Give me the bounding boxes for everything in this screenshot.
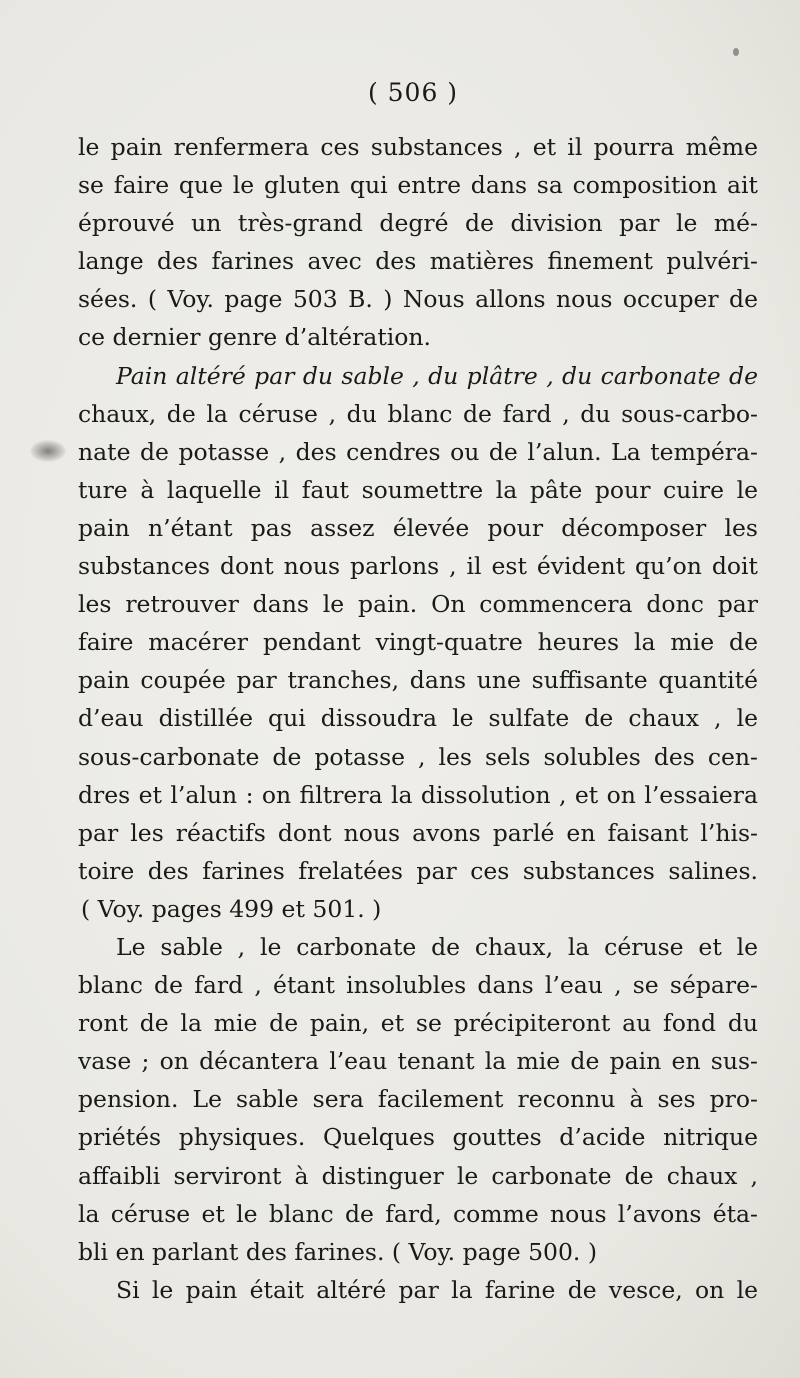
text-line: blanc de fard , étant insolubles dans l’eau , se sépare- [78, 971, 758, 1000]
text-line: pension. Le sable sera facilement reconnu à ses pro- [78, 1085, 758, 1114]
text-line: sous-carbonate de potasse , les sels solubles des cen- [78, 742, 758, 771]
text-line: dres et l’alun : on filtrera la dissolution , et on l’essaiera [78, 780, 758, 809]
text-line: faire macérer pendant vingt-quatre heures la mie de [78, 628, 758, 657]
text-line: lange des farines avec des matières finement pulvéri- [78, 247, 758, 276]
text-line: Si le pain était altéré par la farine de vesce, on le [116, 1275, 758, 1304]
text-line: vase ; on décantera l’eau tenant la mie de pain en sus- [78, 1047, 758, 1076]
text-line: affaibli serviront à distinguer le carbonate de chaux , [78, 1161, 758, 1190]
text-line: Pain altéré par du sable , du plâtre , du carbonate de [116, 361, 758, 390]
text-line: substances dont nous parlons , il est évident qu’on doit [78, 552, 758, 581]
text-line: pain coupée par tranches, dans une suffisante quantité [78, 666, 758, 695]
text-line: bli en parlant des farines. ( Voy. page 500. ) [78, 1237, 598, 1266]
text-line: chaux, de la céruse , du blanc de fard , du sous-carbo- [78, 399, 758, 428]
text-line: toire des farines frelatées par ces substances salines. [78, 856, 758, 885]
text-line: se faire que le gluten qui entre dans sa composition ait [78, 171, 758, 200]
text-line: ce dernier genre d’altération. [78, 323, 432, 352]
page-number: ( 506 ) [367, 78, 459, 107]
text-line: le pain renfermera ces substances , et il pourra même [78, 133, 758, 161]
text-line: sées. ( Voy. page 503 B. ) Nous allons nous occuper de [78, 285, 758, 314]
text-line: éprouvé un très-grand degré de division par le mé- [78, 209, 758, 238]
body-text [78, 128, 758, 1309]
text-line: nate de potasse , des cendres ou de l’alun. La tempéra- [78, 437, 758, 466]
text-line: les retrouver dans le pain. On commencera donc par [78, 590, 758, 619]
text-line: pain n’étant pas assez élevée pour décomposer les [78, 513, 758, 542]
text-line: d’eau distillée qui dissoudra le sulfate de chaux , le [78, 704, 758, 733]
text-line: par les réactifs dont nous avons parlé en faisant l’his- [78, 818, 758, 847]
ink-blot [30, 440, 66, 462]
text-line: priétés physiques. Quelques gouttes d’acide nitrique [78, 1123, 758, 1152]
ink-speck [733, 48, 739, 56]
text-line: Le sable , le carbonate de chaux, la céruse et le [116, 932, 758, 961]
text-line: ront de la mie de pain, et se précipiteront au fond du [78, 1009, 758, 1038]
text-line: ture à laquelle il faut soumettre la pâte pour cuire le [78, 475, 758, 504]
text-line: la céruse et le blanc de fard, comme nous l’avons éta- [78, 1199, 758, 1228]
text-line: ( Voy. pages 499 et 501. ) [81, 894, 382, 923]
